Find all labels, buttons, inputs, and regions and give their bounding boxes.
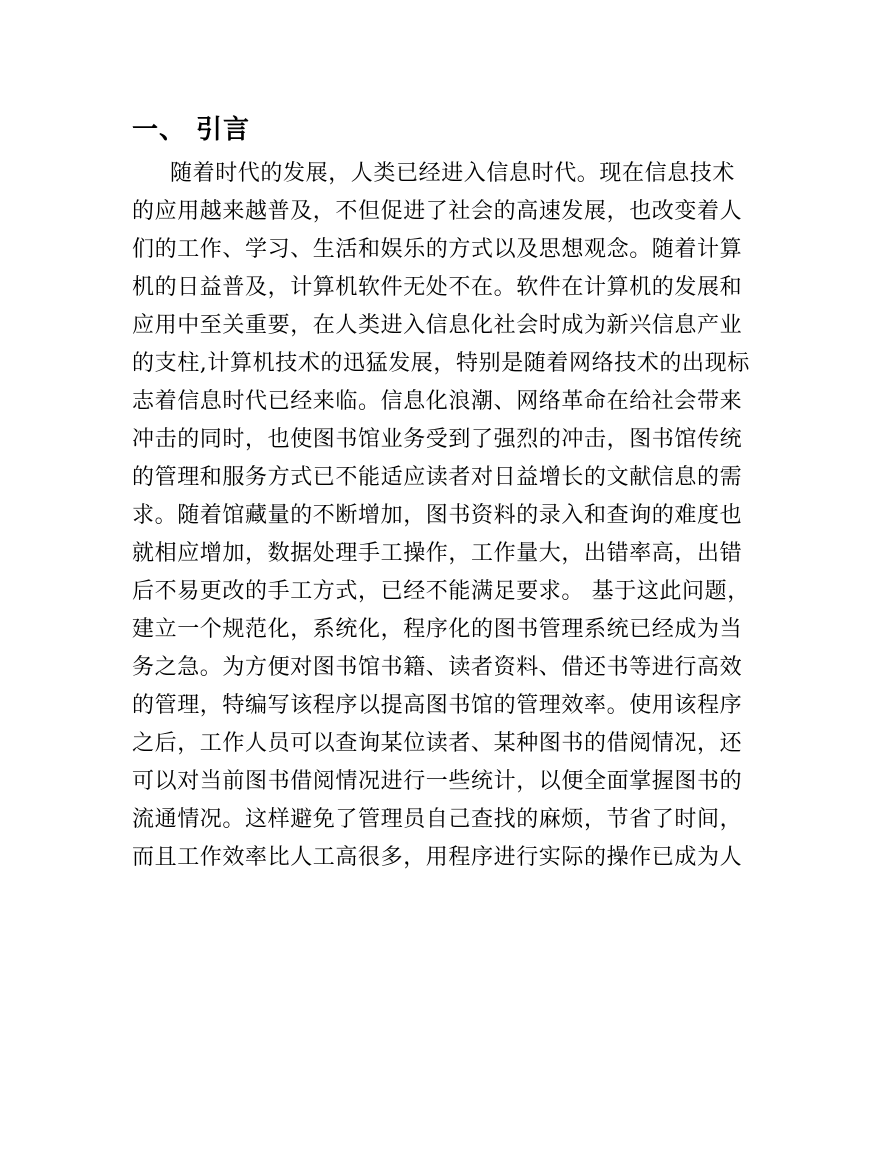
paragraph-line: 务之急。为方便对图书馆书籍、读者资料、借还书等进行高效: [132, 655, 743, 680]
paragraph-line: 后不易更改的手工方式，已经不能满足要求。 基于这此问题，: [132, 579, 750, 604]
paragraph-line: 机的日益普及，计算机软件无处不在。软件在计算机的发展和: [132, 275, 743, 300]
paragraph-line: 的支柱,计算机技术的迅猛发展，特别是随着网络技术的出现标: [132, 351, 750, 376]
paragraph-line: 求。随着馆藏量的不断增加，图书资料的录入和查询的难度也: [132, 503, 743, 528]
paragraph-line: 志着信息时代已经来临。信息化浪潮、网络革命在给社会带来: [132, 389, 743, 414]
paragraph: [132, 155, 772, 877]
paragraph-line: 的管理和服务方式已不能适应读者对日益增长的文献信息的需: [132, 465, 743, 490]
paragraph-line: 建立一个规范化，系统化，程序化的图书管理系统已经成为当: [132, 617, 743, 642]
paragraph-line: 就相应增加，数据处理手工操作，工作量大，出错率高，出错: [132, 541, 743, 566]
paragraph-line: 应用中至关重要，在人类进入信息化社会时成为新兴信息产业: [132, 313, 743, 338]
paragraph-line: 之后，工作人员可以查询某位读者、某种图书的借阅情况，还: [132, 731, 743, 756]
paragraph-line: 的管理，特编写该程序以提高图书馆的管理效率。使用该程序: [132, 693, 743, 718]
section-heading: 一、 引言: [132, 115, 251, 145]
paragraph-line: 冲击的同时，也使图书馆业务受到了强烈的冲击，图书馆传统: [132, 427, 743, 452]
paragraph-line: 而且工作效率比人工高很多，用程序进行实际的操作已成为人: [132, 845, 743, 870]
paragraph-line: 们的工作、学习、生活和娱乐的方式以及思想观念。随着计算: [132, 237, 743, 262]
paragraph-line: 随着时代的发展，人类已经进入信息时代。现在信息技术: [170, 161, 736, 186]
paragraph-line: 流通情况。这样避免了管理员自己查找的麻烦，节省了时间，: [132, 807, 743, 832]
paragraph-line: 可以对当前图书借阅情况进行一些统计，以便全面掌握图书的: [132, 769, 743, 794]
paragraph-line: 的应用越来越普及，不但促进了社会的高速发展，也改变着人: [132, 199, 743, 224]
